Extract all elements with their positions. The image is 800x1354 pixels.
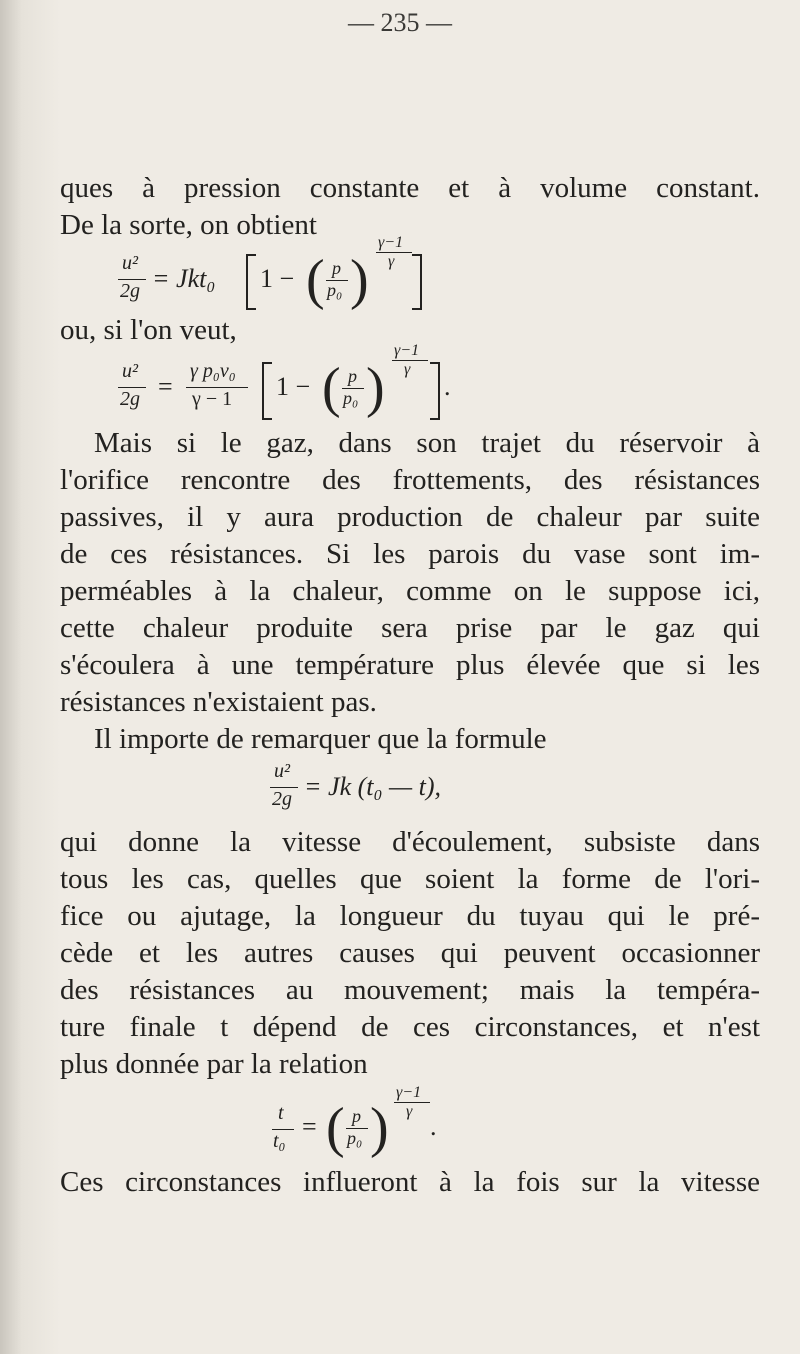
formula-4: t t₀ = ( p p₀ ) γ−1 γ . — [273, 1084, 437, 1159]
text-line-7: de ces résistances. Si les parois du vase sont im- — [60, 538, 760, 570]
text-line-13: qui donne la vitesse d'écoulement, subsiste dans — [60, 826, 760, 858]
text-line-9: cette chaleur produite sera prise par le gaz qui — [60, 612, 760, 644]
text-line-8: perméables à la chaleur, comme on le suppose ici, — [60, 575, 760, 607]
text-line-5: l'orifice rencontre des frottements, des résistances — [60, 464, 760, 496]
formula-1: u² 2g = Jkt₀ 1 − ( p p₀ ) γ−1 γ — [0, 250, 800, 312]
text-line-11: résistances n'existaient pas. — [60, 686, 377, 718]
text-line-20: Ces circonstances influeront à la fois sur la vitesse — [60, 1166, 760, 1198]
text-line-19: plus donnée par la relation — [60, 1048, 368, 1080]
text-line-2: De la sorte, on obtient — [60, 209, 317, 241]
text-line-17: des résistances au mouvement; mais la tempéra- — [60, 974, 760, 1006]
text-line-14: tous les cas, quelles que soient la forme de l'ori- — [60, 863, 760, 895]
text-line-4: Mais si le gaz, dans son trajet du réservoir à — [94, 427, 760, 459]
formula-2: u² 2g = γ p₀v₀ γ − 1 1 − ( p p₀ ) γ−1 γ . — [120, 342, 451, 419]
formula-3: u² 2g = Jk (t₀ — t), — [272, 760, 442, 810]
text-line-16: cède et les autres causes qui peuvent occasionner — [60, 937, 760, 969]
text-line-10: s'écoulera à une température plus élevée que si les — [60, 649, 760, 681]
text-line-3: ou, si l'on veut, — [60, 314, 237, 346]
text-line-12: Il importe de remarquer que la formule — [94, 723, 547, 755]
text-line-6: passives, il y aura production de chaleur par suite — [60, 501, 760, 533]
text-line-15: fice ou ajutage, la longueur du tuyau qui le pré- — [60, 900, 760, 932]
page-number: — 235 — — [348, 8, 452, 37]
text-line-18: ture finale t dépend de ces circonstances, et n'est — [60, 1011, 760, 1043]
text-line-1: ques à pression constante et à volume constant. — [60, 172, 760, 204]
